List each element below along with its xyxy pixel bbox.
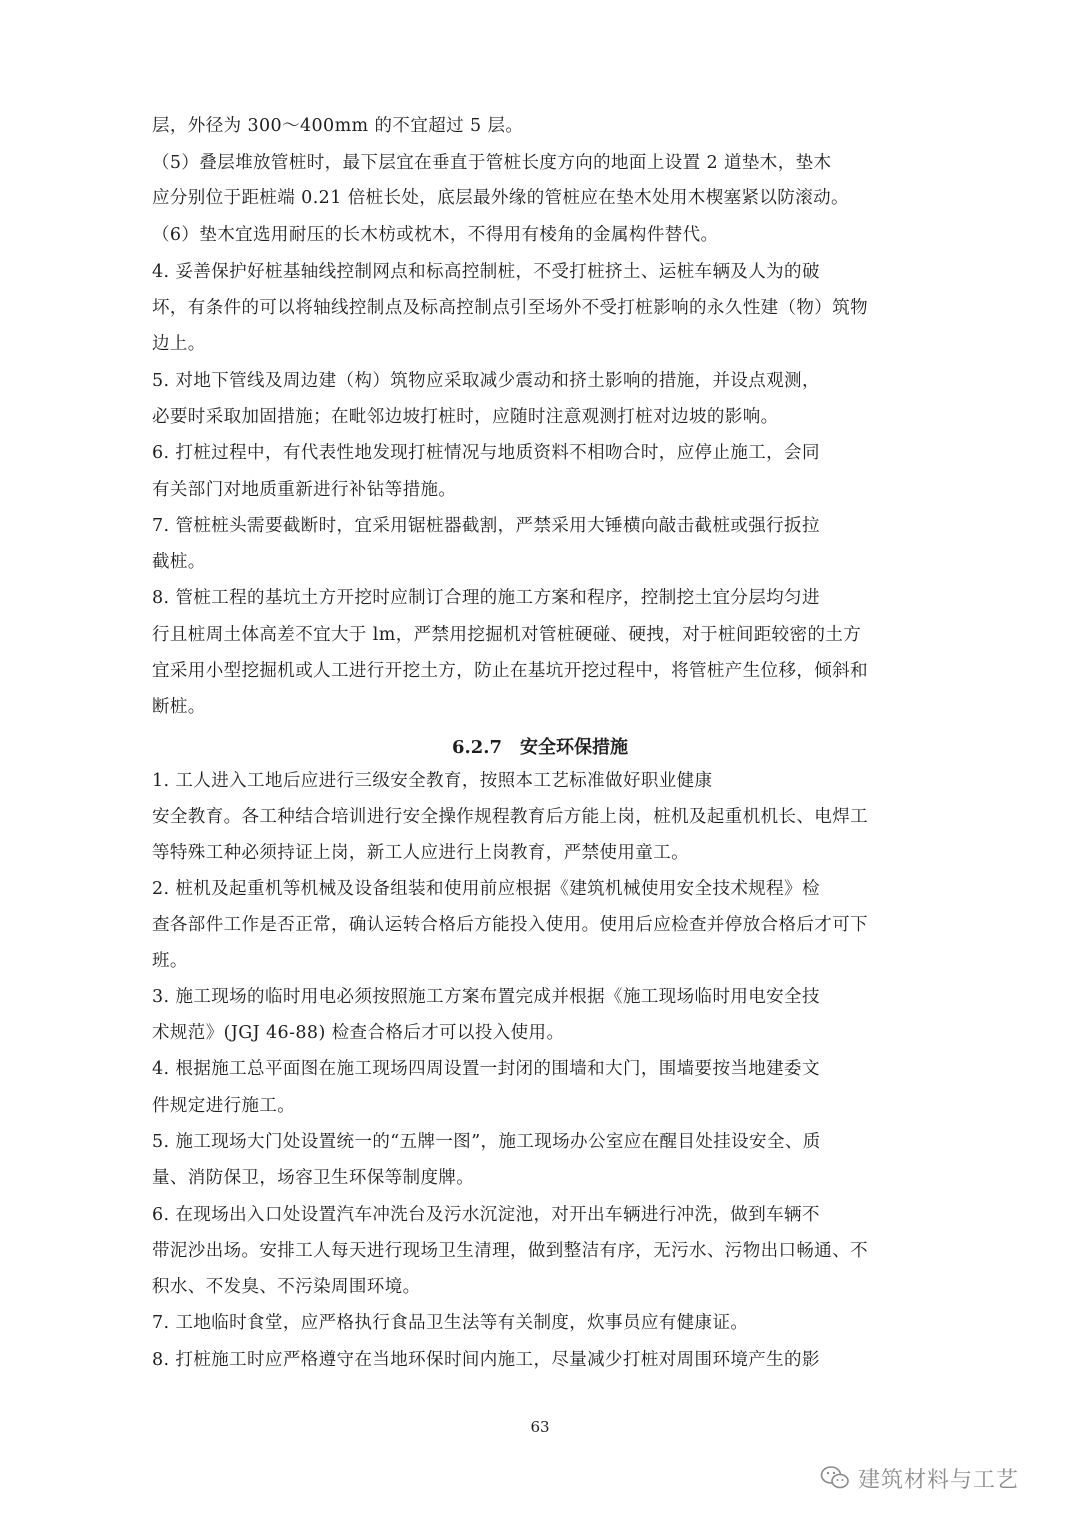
text-line: 等特殊工种必须持证上岗，新工人应进行上岗教育，严禁使用童工。 xyxy=(152,843,689,863)
text-line: 6. 在现场出入口处设置汽车冲洗台及污水沉淀池，对开出车辆进行冲洗，做到车辆不 xyxy=(152,1205,820,1225)
text-line: 术规范》(JGJ 46-88) 检查合格后才可以投入使用。 xyxy=(152,1023,565,1043)
text-line: 宜采用小型挖掘机或人工进行开挖土方，防止在基坑开挖过程中，将管桩产生位移，倾斜和 xyxy=(152,661,868,681)
text-line: 4. 根据施工总平面图在施工现场四周设置一封闭的围墙和大门，围墙要按当地建委文 xyxy=(152,1059,820,1079)
text-line: 积水、不发臭、不污染周围环境。 xyxy=(152,1277,421,1297)
text-line: 3. 施工现场的临时用电必须按照施工方案布置完成并根据《施工现场临时用电安全技 xyxy=(152,987,820,1007)
text-line: 5. 施工现场大门处设置统一的“五牌一图”，施工现场办公室应在醒目处挂设安全、质 xyxy=(152,1132,821,1152)
text-line: 8. 打桩施工时应严格遵守在当地环保时间内施工，尽量减少打桩对周围环境产生的影 xyxy=(152,1350,820,1370)
text-line: 断桩。 xyxy=(152,697,206,717)
text-line: 量、消防保卫，场容卫生环保等制度牌。 xyxy=(152,1168,475,1188)
text-line: （5）叠层堆放管桩时，最下层宜在垂直于管桩长度方向的地面上设置 2 道垫木，垫木 xyxy=(152,153,832,173)
text-line: 1. 工人进入工地后应进行三级安全教育，按照本工艺标准做好职业健康 xyxy=(152,771,713,791)
text-line: 件规定进行施工。 xyxy=(152,1096,296,1116)
text-line: 班。 xyxy=(152,951,188,971)
page-number: 63 xyxy=(530,1418,550,1436)
text-line: 行且桩周土体高差不宜大于 lm，严禁用挖掘机对管桩硬碰、硬拽，对于桩间距较密的土方 xyxy=(152,625,862,645)
text-line: 截桩。 xyxy=(152,552,206,572)
text-line: 层，外径为 300～400mm 的不宜超过 5 层。 xyxy=(152,116,524,136)
text-line: 5. 对地下管线及周边建（构）筑物应采取减少震动和挤土影响的措施，并设点观测， xyxy=(152,371,820,391)
text-line: 7. 工地临时食堂，应严格执行食品卫生法等有关制度，炊事员应有健康证。 xyxy=(152,1313,749,1333)
section-heading: 6.2.7 安全环保措施 xyxy=(451,737,629,758)
text-line: 安全教育。各工种结合培训进行安全操作规程教育后方能上岗，桩机及起重机机长、电焊工 xyxy=(152,807,868,827)
text-line: 7. 管桩桩头需要截断时，宜采用锯桩器截割，严禁采用大锤横向敲击截桩或强行扳拉 xyxy=(152,516,820,536)
text-line: 带泥沙出场。安排工人每天进行现场卫生清理，做到整洁有序，无污水、污物出口畅通、不 xyxy=(152,1241,868,1261)
text-line: 2. 桩机及起重机等机械及设备组装和使用前应根据《建筑机械使用安全技术规程》检 xyxy=(152,879,820,899)
text-line: 必要时采取加固措施；在毗邻边坡打桩时，应随时注意观测打桩对边坡的影响。 xyxy=(152,407,779,427)
text-line: 8. 管桩工程的基坑土方开挖时应制订合理的施工方案和程序，控制挖土宜分层均匀进 xyxy=(152,588,820,608)
wechat-icon xyxy=(820,1465,850,1491)
text-line: 6. 打桩过程中，有代表性地发现打桩情况与地质资料不相吻合时，应停止施工，会同 xyxy=(152,443,820,463)
text-line: 应分别位于距桩端 0.21 倍桩长处，底层最外缘的管桩应在垫木处用木楔塞紧以防滚动。 xyxy=(152,188,849,208)
text-line: 4. 妥善保护好桩基轴线控制网点和标高控制桩，不受打桩挤土、运桩车辆及人为的破 xyxy=(152,262,820,282)
watermark-text: 建筑材料与工艺 xyxy=(858,1467,1020,1493)
text-line: 边上。 xyxy=(152,334,206,354)
watermark xyxy=(820,1458,1019,1498)
text-line: （6）垫木宜选用耐压的长木枋或枕木，不得用有棱角的金属构件替代。 xyxy=(152,225,719,245)
text-line: 查各部件工作是否正常，确认运转合格后方能投入使用。使用后应检查并停放合格后才可下 xyxy=(152,915,868,935)
text-line: 坏，有条件的可以将轴线控制点及标高控制点引至场外不受打桩影响的永久性建（物）筑物 xyxy=(152,298,868,318)
text-line: 有关部门对地质重新进行补钻等措施。 xyxy=(152,480,457,500)
